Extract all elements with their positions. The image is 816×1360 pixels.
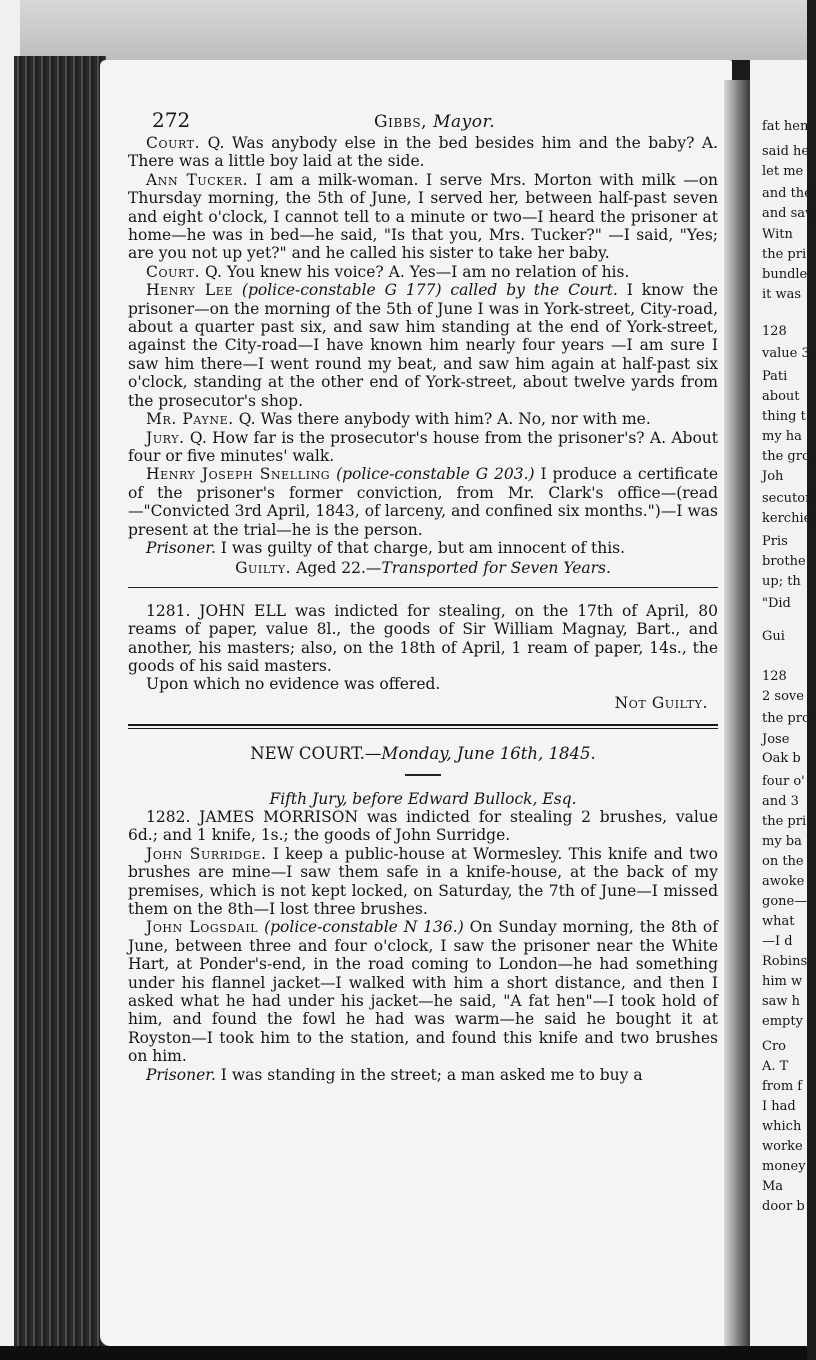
page-header bbox=[128, 100, 718, 134]
facing-page-text: "Did bbox=[762, 596, 791, 611]
facing-page-text: my ha bbox=[762, 429, 802, 444]
facing-page-text: Ma bbox=[762, 1179, 784, 1194]
facing-page-text: secutor bbox=[762, 491, 812, 506]
facing-page-text: my ba bbox=[762, 834, 802, 849]
facing-page-text: him w bbox=[762, 974, 803, 989]
facing-page-text: money bbox=[762, 1159, 806, 1174]
scan-background-bottom bbox=[0, 1346, 807, 1360]
testimony-paragraph: Ann Tucker. I am a milk-woman. I serve Mrs. Morton with milk —on Thursday morning, the 5th of June, I served her, between half-past seven and eight o'clock, I cannot tell to a minute or two—I heard the prisoner at home—he was in bed—he said, "Is that you, Mrs. Tucker?" —I said, "Yes; are you not up yet?" and he called his sister to take her baby. bbox=[128, 170, 719, 263]
facing-page-text: —I d bbox=[762, 934, 793, 949]
page-number: 272 bbox=[152, 108, 191, 132]
facing-page-text: and the bbox=[762, 186, 812, 201]
facing-page-text: the pri bbox=[762, 814, 807, 829]
jury-line: Fifth Jury, before Edward Bullock, Esq. bbox=[269, 789, 577, 808]
case-note: Upon which no evidence was offered. bbox=[146, 675, 441, 694]
case-heading: 1282. JAMES MORRISON was indicted for stealing 2 brushes, value 6d.; and 1 knife, 1s.; the goods of John Surridge. bbox=[128, 808, 718, 845]
testimony-paragraph: Court. Q. You knew his voice? A. Yes—I am no relation of his. bbox=[146, 262, 630, 281]
facing-page-text: Cro bbox=[762, 1039, 786, 1054]
facing-page-text: Witn bbox=[762, 227, 793, 242]
facing-page-text: what bbox=[762, 914, 795, 929]
facing-page-text: which bbox=[762, 1119, 802, 1134]
testimony-paragraph: John Logsdail (police-constable N 136.) On Sunday morning, the 8th of June, between three and four o'clock, I saw the prisoner near the White Hart, at Ponder's-end, in the road coming to London—he had something under his flannel jacket—I walked with him a short distance, and then I asked what he had under his jacket—he said, "A fat hen"—I took hold of him, and found the fowl he had was warm—he said he bought it at Royston—I took him to the station, and found this knife and two brushes on him. bbox=[128, 918, 718, 1066]
testimony-paragraph: Court. Q. Was anybody else in the bed besides him and the baby? A. There was a little boy laid at the side. bbox=[128, 134, 718, 171]
facing-page-text: let me bbox=[762, 164, 804, 179]
verdict-line: Guilty. Aged 22.—Transported for Seven Years. bbox=[235, 559, 611, 578]
page-content bbox=[128, 100, 718, 1084]
facing-page-text: Gui bbox=[762, 629, 785, 644]
facing-page-text: brothe bbox=[762, 554, 806, 569]
facing-page-text: I had bbox=[762, 1099, 796, 1114]
facing-page-text: bundle bbox=[762, 267, 808, 282]
facing-page-text: and saw bbox=[762, 206, 816, 221]
facing-page-text: value 3 bbox=[762, 346, 810, 361]
testimony-paragraph: Prisoner. I was standing in the street; a man asked me to buy a bbox=[146, 1065, 643, 1084]
facing-page-text: it was bbox=[762, 287, 802, 302]
facing-page-text: Oak b bbox=[762, 751, 801, 766]
facing-page-text: fat hen bbox=[762, 119, 809, 134]
testimony-paragraph: Prisoner. I was guilty of that charge, but am innocent of this. bbox=[146, 538, 626, 557]
facing-page-text: Robins bbox=[762, 954, 808, 969]
facing-page-text: 128 bbox=[762, 324, 787, 339]
facing-page-text: Joh bbox=[762, 469, 784, 484]
facing-page-text: A. T bbox=[762, 1059, 789, 1074]
facing-page-text: from f bbox=[762, 1079, 803, 1094]
testimony-paragraph: John Surridge. I keep a public-house at Wormesley. This knife and two brushes are mine—I saw them safe in a knife-house, at the back of my premises, which is not kept locked, on Saturday, the 7th of June—I missed them on the 8th—I lost three brushes. bbox=[128, 844, 719, 919]
book-gutter bbox=[724, 80, 752, 1346]
facing-page-text: saw h bbox=[762, 994, 801, 1009]
facing-page-text: Jose bbox=[762, 732, 790, 747]
facing-page-text: on the bbox=[762, 854, 804, 869]
facing-page-text: empty bbox=[762, 1014, 803, 1029]
section-divider-double bbox=[128, 724, 718, 729]
facing-page-text: kerchie bbox=[762, 511, 812, 526]
short-divider bbox=[405, 774, 441, 776]
facing-page-text: up; th bbox=[762, 574, 801, 589]
facing-page-text: door b bbox=[762, 1199, 805, 1214]
facing-page-text: said he bbox=[762, 144, 810, 159]
facing-page-text: about bbox=[762, 389, 800, 404]
facing-page-text: the pro bbox=[762, 711, 810, 726]
testimony-paragraph: Henry Joseph Snelling (police-constable G 203.) I produce a certificate of the prisoner's former conviction, from Mr. Clark's office—(read —"Convicted 3rd April, 1843, of larceny, and confined six months.")—I was present at the trial—he is the person. bbox=[128, 465, 719, 539]
facing-page-text: the gro bbox=[762, 449, 810, 464]
testimony-paragraph: Henry Lee (police-constable G 177) called by the Court. I know the prisoner—on the morning of the 5th of June I was in York-street, City-road, about a quarter past six, and saw him standing at the end of York-street, against the City-road—I have known him nearly four years —I am sure I saw him there—I went round my beat, and saw him again at half-past six o'clock, standing at the other end of York-street, about twelve yards from the prosecutor's shop. bbox=[128, 281, 718, 410]
facing-page-text: thing t bbox=[762, 409, 806, 424]
facing-page-text: worke bbox=[762, 1139, 803, 1154]
facing-page-text: four o' bbox=[762, 774, 805, 789]
facing-page-fragment bbox=[750, 60, 816, 1346]
section-divider bbox=[128, 587, 718, 588]
running-head: Gibbs, Mayor. bbox=[374, 112, 496, 132]
verdict-line: Not Guilty. bbox=[614, 693, 708, 712]
testimony-paragraph: Jury. Q. How far is the prosecutor's house from the prisoner's? A. About four or five minutes' walk. bbox=[128, 428, 718, 465]
session-heading: NEW COURT.—Monday, June 16th, 1845. bbox=[250, 744, 596, 764]
facing-page-text: gone— bbox=[762, 894, 808, 909]
facing-page-text: and 3 bbox=[762, 794, 799, 809]
book-page-edges bbox=[14, 56, 106, 1346]
facing-page-text: 128 bbox=[762, 669, 787, 684]
testimony-paragraph: Mr. Payne. Q. Was there anybody with him? A. No, nor with me. bbox=[146, 410, 651, 429]
facing-page-text: the pri bbox=[762, 247, 807, 262]
facing-page-text: Pris bbox=[762, 534, 788, 549]
case-heading: 1281. JOHN ELL was indicted for stealing, on the 17th of April, 80 reams of paper, value 8l., the goods of Sir William Magnay, Bart., and another, his masters; also, on the 18th of April, 1 ream of paper, 14s., the goods of his said masters. bbox=[128, 601, 718, 675]
facing-page-text: awoke bbox=[762, 874, 805, 889]
scan-background-top bbox=[0, 0, 807, 60]
facing-page-text: 2 sove bbox=[762, 689, 804, 704]
facing-page-text: Pati bbox=[762, 369, 788, 384]
